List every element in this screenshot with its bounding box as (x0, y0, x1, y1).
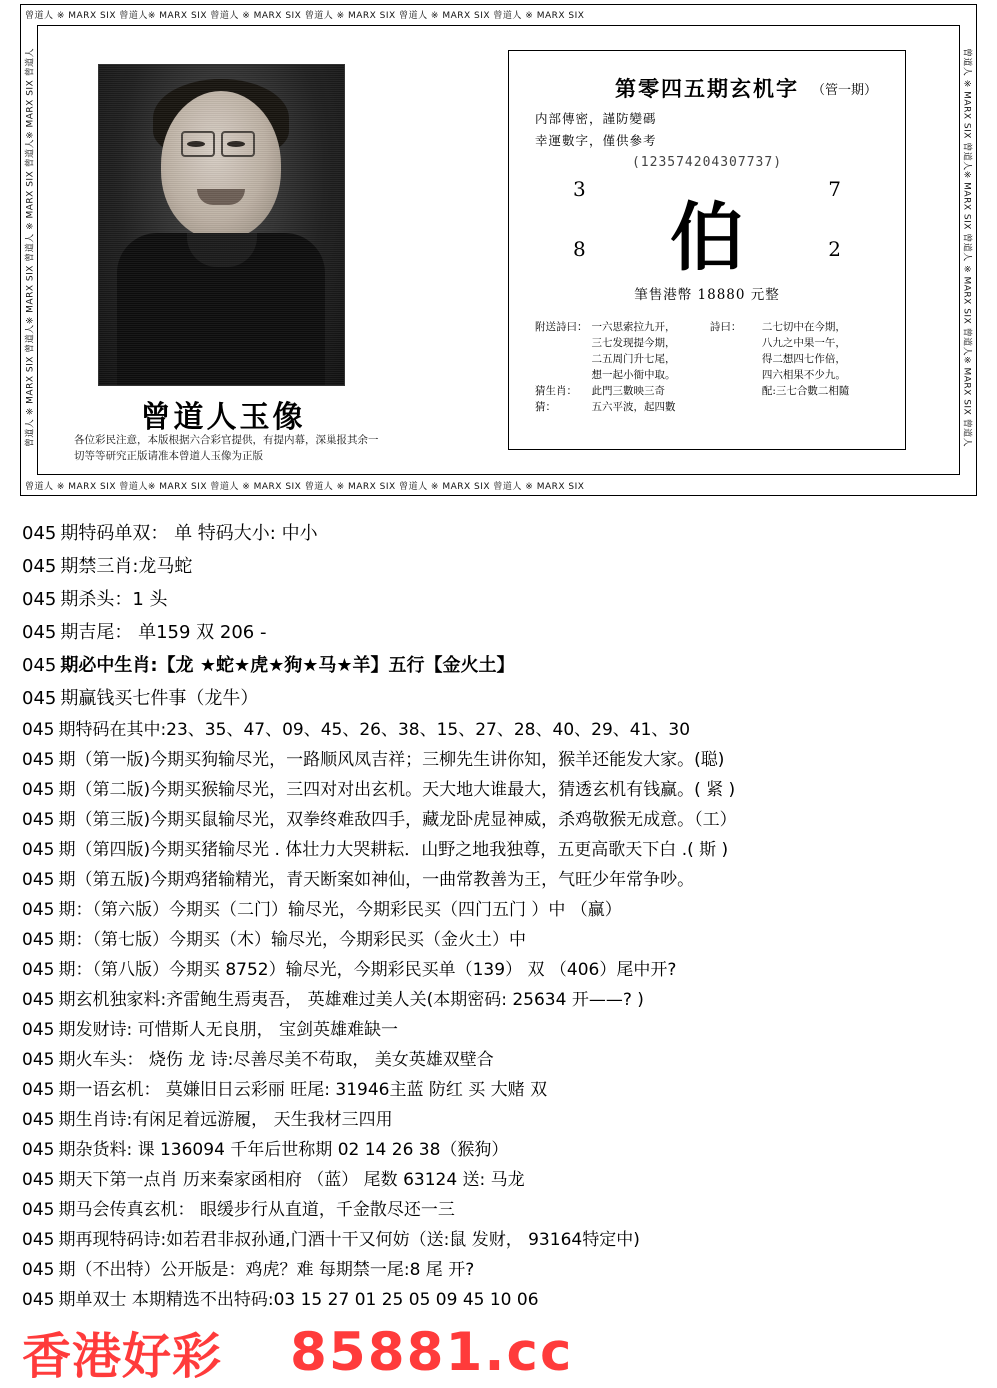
line-text: 期：（第七版）今期买（木）输尽光，今期彩民买（金火土）中 (58, 930, 526, 950)
line-index: 045 (22, 1080, 55, 1100)
list-item (22, 1078, 982, 1103)
list-item (22, 868, 982, 893)
ticket-corner-top-left: 3 (573, 177, 586, 201)
watermark-right: 85881.cc (290, 1322, 574, 1383)
line-text: 期（第二版)今期买猴输尽光，三四对对出玄机。天大地大谁最大，猜透玄机有钱赢。( 紧 ) (58, 780, 736, 800)
list-item (22, 898, 982, 923)
list-item (22, 928, 982, 953)
line-text: 期特码单双： 单 特码大小: 中小 (60, 523, 318, 544)
line-index: 045 (22, 556, 57, 577)
ticket-corner-top-right: 7 (828, 177, 841, 201)
zodiac-label: 猜生肖： (535, 385, 577, 397)
guess-text: 五六平波，起四數 (591, 401, 676, 413)
ticket-lucky-numbers: (123574204307737) (631, 155, 783, 170)
ticket-line-2: 幸運數字，僅供參考 (535, 133, 657, 148)
portrait-note: 各位彩民注意，本版根据六合彩官提供，有提内幕，深巢报其余一切等等研究正版请准本曾道人玉像为正版 (74, 434, 379, 462)
line-text: 期再现特码诗:如若君非叔孙通,门酒十干又何妨（送:鼠 发财， 93164特定中) (58, 1230, 640, 1250)
lottery-ticket (508, 50, 906, 450)
zodiac-right-text: 配:三七合數二相隨 (761, 385, 850, 397)
portrait-hair (153, 79, 289, 157)
glasses-right-icon (221, 131, 255, 157)
line-text: 期（第一版)今期买狗输尽光，一路顺风凤吉祥；三柳先生讲你知，猴羊还能发大家。(聪) (58, 750, 725, 770)
line-index: 045 (22, 1050, 55, 1070)
list-item (22, 1048, 982, 1073)
line-index: 045 (22, 1110, 55, 1130)
poem-left-line-4: 想一起小衙中取。 (591, 369, 676, 381)
list-item (22, 838, 982, 863)
line-index: 045 (22, 1200, 55, 1220)
list-item (22, 586, 982, 613)
watermark-left: 香港好彩 (22, 1328, 223, 1385)
ticket-corner-bottom-right: 2 (828, 237, 841, 261)
line-index: 045 (22, 780, 55, 800)
ticket-line-1: 内部傳密，謹防變碼 (535, 111, 657, 126)
list-item (22, 958, 982, 983)
poem-left-line-2: 三七发现提今期， (591, 337, 676, 349)
line-text: 期单双士 本期精选不出特码:03 15 27 01 25 05 09 45 10 06 (58, 1290, 539, 1310)
line-text: 期火车头： 烧伤 龙 诗:尽善尽美不苟取， 美女英雄双壁合 (58, 1050, 494, 1070)
line-text: 期禁三肖:龙马蛇 (60, 556, 193, 577)
poem-left-line-3: 二五周门升七尾， (591, 353, 676, 365)
line-index: 045 (22, 750, 55, 770)
line-index: 045 (22, 810, 55, 830)
list-item (22, 1168, 982, 1193)
line-index: 045 (22, 1170, 55, 1190)
portrait-head (161, 91, 281, 239)
list-item (22, 652, 982, 679)
glasses-left-icon (181, 131, 215, 157)
ticket-big-character: 伯 (670, 195, 744, 281)
line-text: 期：（第八版）今期买 8752）输尽光，今期彩民买单（139） 双 （406）尾中开? (58, 960, 677, 980)
poem-right-label: 詩曰： (709, 321, 742, 333)
portrait-body (117, 233, 325, 386)
zodiac-text: 此門三數映三奇 (591, 385, 665, 397)
portrait-caption: 曾道人玉像 (140, 400, 306, 435)
list-item (22, 619, 982, 646)
line-index: 045 (22, 930, 55, 950)
list-item (22, 1198, 982, 1223)
line-text: 期生肖诗:有闲足着远游履， 天生我材三四用 (58, 1110, 393, 1130)
list-item (22, 748, 982, 773)
list-item (22, 1228, 982, 1253)
line-index: 045 (22, 655, 57, 676)
line-text: 期赢钱买七件事（龙牛） (60, 688, 259, 709)
list-item (22, 778, 982, 803)
list-item (22, 1108, 982, 1133)
portrait-collar (187, 233, 257, 267)
portrait-eye-right (227, 141, 245, 147)
line-text: 期一语玄机： 莫嫌旧日云彩丽 旺尾: 31946主蓝 防红 买 大赌 双 (58, 1080, 548, 1100)
line-text: 期杀头：1 头 (60, 589, 168, 610)
line-index: 045 (22, 1230, 55, 1250)
poem-right-line-3: 得二想四七作倍， (761, 353, 846, 365)
portrait-mouth (197, 189, 245, 205)
portrait-photo (98, 64, 345, 386)
poem-right-line-2: 八九之中果一午， (761, 337, 846, 349)
line-index: 045 (22, 688, 57, 709)
line-index: 045 (22, 1020, 55, 1040)
line-text: 期杂货料: 课 136094 千年后世称期 02 14 26 38（猴狗） (58, 1140, 509, 1160)
ticket-corner-bottom-left: 8 (573, 237, 586, 261)
line-text: 期（第三版)今期买鼠输尽光，双拳终难敌四手，藏龙卧虎显神威，杀鸡敬猴无成意。（工） (58, 810, 737, 830)
list-item (22, 1018, 982, 1043)
line-text: 期玄机独家料:齐雷鲍生焉夷吾， 英雄难过美人关(本期密码: 25634 开——? ) (58, 990, 644, 1010)
line-text: 期（第四版)今期买猪输尽光 . 体壮力大哭耕耘．山野之地我独尊，五更高歌天下白 .( 斯 ) (58, 840, 729, 860)
list-item (22, 520, 982, 547)
line-index: 045 (22, 1140, 55, 1160)
poem-left-line-1: 一六思索拉九开， (591, 321, 676, 333)
line-text: 期特码在其中:23、35、47、09、45、26、38、15、27、28、40、29、41、30 (58, 720, 691, 740)
line-index: 045 (22, 990, 55, 1010)
ticket-issue: （管一期） (811, 83, 877, 98)
line-index: 045 (22, 589, 57, 610)
ticket-poem (535, 319, 885, 415)
line-text: 期：（第六版）今期买（二门）输尽光，今期彩民买（四门五门 ）中 （赢） (58, 900, 622, 920)
line-text: 期天下第一点肖 历来秦家函相府 （蓝） 尾数 63124 送: 马龙 (58, 1170, 525, 1190)
poem-right-line-1: 二七切中在今期， (761, 321, 846, 333)
line-index: 045 (22, 900, 55, 920)
line-text: 期（第五版)今期鸡猪输精光，青天断案如神仙，一曲常教善为王，气旺少年常争吵。 (58, 870, 695, 890)
line-text: 期发财诗: 可惜斯人无良朋， 宝剑英雄难缺一 (58, 1020, 398, 1040)
line-index: 045 (22, 622, 57, 643)
line-index: 045 (22, 720, 55, 740)
line-index: 045 (22, 1260, 55, 1280)
line-index: 045 (22, 870, 55, 890)
marquee-left: 曾道人 ※ MARX SIX 曾道人※ MARX SIX 曾道人 ※ MARX SIX 曾道人※ MARX SIX 曾道人 (25, 47, 36, 448)
poem-left-label: 附送詩曰： (535, 321, 588, 333)
guess-label: 猜： (535, 401, 556, 413)
list-item (22, 808, 982, 833)
list-item (22, 553, 982, 580)
list-item (22, 1138, 982, 1163)
line-text: 期（不出特）公开版是：鸡虎？难 每期禁一尾:8 尾 开? (58, 1260, 475, 1280)
list-item (22, 718, 982, 743)
line-text: 期必中生肖:【龙 ★蛇★虎★狗★马★羊】五行【金火土】 (60, 655, 515, 676)
line-index: 045 (22, 1290, 55, 1310)
list-item (22, 1288, 982, 1313)
list-item (22, 1258, 982, 1283)
poem-right-line-4: 四六相果不少九。 (761, 369, 846, 381)
list-item (22, 685, 982, 712)
poster-inner-frame (37, 25, 960, 475)
line-text: 期吉尾： 单159 双 206 - (60, 622, 267, 643)
line-index: 045 (22, 523, 57, 544)
line-index: 045 (22, 840, 55, 860)
portrait-eye-left (187, 141, 205, 147)
forecast-lines (22, 520, 982, 1318)
list-item (22, 988, 982, 1013)
line-text: 期马会传真玄机： 眼缓步行从直道，千金散尽还一三 (58, 1200, 455, 1220)
marquee-right: 曾道人 ※ MARX SIX 曾道人※ MARX SIX 曾道人 ※ MARX SIX 曾道人※ MARX SIX 曾道人 (961, 47, 972, 448)
ticket-title: 第零四五期玄机字 (615, 76, 799, 101)
marquee-top: 曾道人 ※ MARX SIX 曾道人※ MARX SIX 曾道人 ※ MARX SIX 曾道人 ※ MARX SIX 曾道人 ※ MARX SIX 曾道人 ※ MARX SIX (25, 11, 585, 21)
poster-block (20, 4, 977, 496)
ticket-price: 筆售港幣 18880 元整 (634, 287, 780, 303)
line-index: 045 (22, 960, 55, 980)
marquee-bottom: 曾道人 ※ MARX SIX 曾道人※ MARX SIX 曾道人 ※ MARX SIX 曾道人 ※ MARX SIX 曾道人 ※ MARX SIX 曾道人 ※ MARX SIX (25, 482, 585, 492)
